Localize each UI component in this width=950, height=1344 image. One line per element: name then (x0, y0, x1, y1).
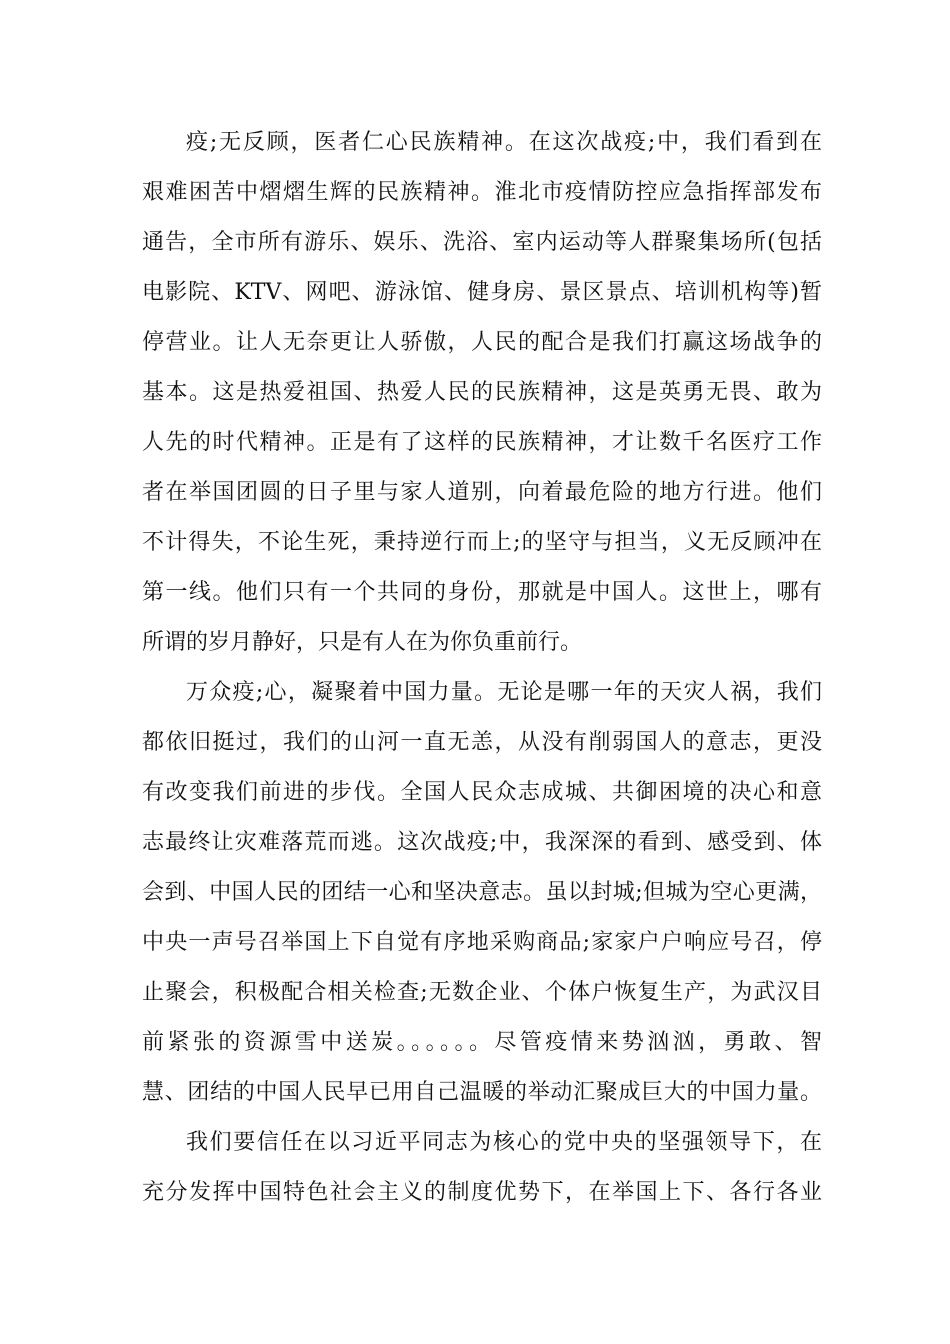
paragraph-3-line-2: 充分发挥中国特色社会主义的制度优势下，在举国上下、各行各业 (142, 1180, 822, 1205)
paragraph-1-line-6: 基本。这是热爱祖国、热爱人民的民族精神，这是英勇无畏、敢为 (142, 380, 822, 405)
paragraph-2-line-7: 止聚会，积极配合相关检查;无数企业、个体户恢复生产，为武汉目 (142, 980, 822, 1005)
paragraph-2-line-1: 万众疫;心，凝聚着中国力量。无论是哪一年的天灾人祸，我们 (186, 680, 822, 705)
paragraph-1-line-10: 第一线。他们只有一个共同的身份，那就是中国人。这世上，哪有 (142, 580, 822, 605)
paragraph-2-line-4: 志最终让灾难落荒而逃。这次战疫;中，我深深的看到、感受到、体 (142, 830, 822, 855)
paragraph-1-line-3: 通告，全市所有游乐、娱乐、洗浴、室内运动等人群聚集场所(包括 (142, 230, 822, 255)
paragraph-2-line-2: 都依旧挺过，我们的山河一直无恙，从没有削弱国人的意志，更没 (142, 730, 822, 755)
paragraph-2-line-8: 前紧张的资源雪中送炭。。。。。。尽管疫情来势汹汹，勇敢、智 (142, 1030, 822, 1055)
paragraph-1-line-5: 停营业。让人无奈更让人骄傲，人民的配合是我们打赢这场战争的 (142, 330, 822, 355)
paragraph-1-line-11: 所谓的岁月静好，只是有人在为你负重前行。 (142, 630, 583, 655)
paragraph-1-line-4: 电影院、KTV、网吧、游泳馆、健身房、景区景点、培训机构等)暂 (142, 280, 822, 305)
paragraph-1-line-7: 人先的时代精神。正是有了这样的民族精神，才让数千名医疗工作 (142, 430, 822, 455)
paragraph-1-line-9: 不计得失，不论生死，秉持逆行而上;的坚守与担当，义无反顾冲在 (142, 530, 822, 555)
paragraph-2-line-5: 会到、中国人民的团结一心和坚决意志。虽以封城;但城为空心更满， (142, 880, 822, 905)
paragraph-3-line-1: 我们要信任在以习近平同志为核心的党中央的坚强领导下，在 (186, 1130, 822, 1155)
paragraph-2-line-6: 中央一声号召举国上下自觉有序地采购商品;家家户户响应号召，停 (142, 930, 822, 955)
paragraph-2-line-9: 慧、团结的中国人民早已用自己温暖的举动汇聚成巨大的中国力量。 (142, 1080, 822, 1105)
paragraph-2-line-3: 有改变我们前进的步伐。全国人民众志成城、共御困境的决心和意 (142, 780, 822, 805)
paragraph-1-line-1: 疫;无反顾，医者仁心民族精神。在这次战疫;中，我们看到在 (186, 130, 822, 155)
paragraph-1-line-2: 艰难困苦中熠熠生辉的民族精神。淮北市疫情防控应急指挥部发布 (142, 180, 822, 205)
paragraph-1-line-8: 者在举国团圆的日子里与家人道别，向着最危险的地方行进。他们 (142, 480, 822, 505)
